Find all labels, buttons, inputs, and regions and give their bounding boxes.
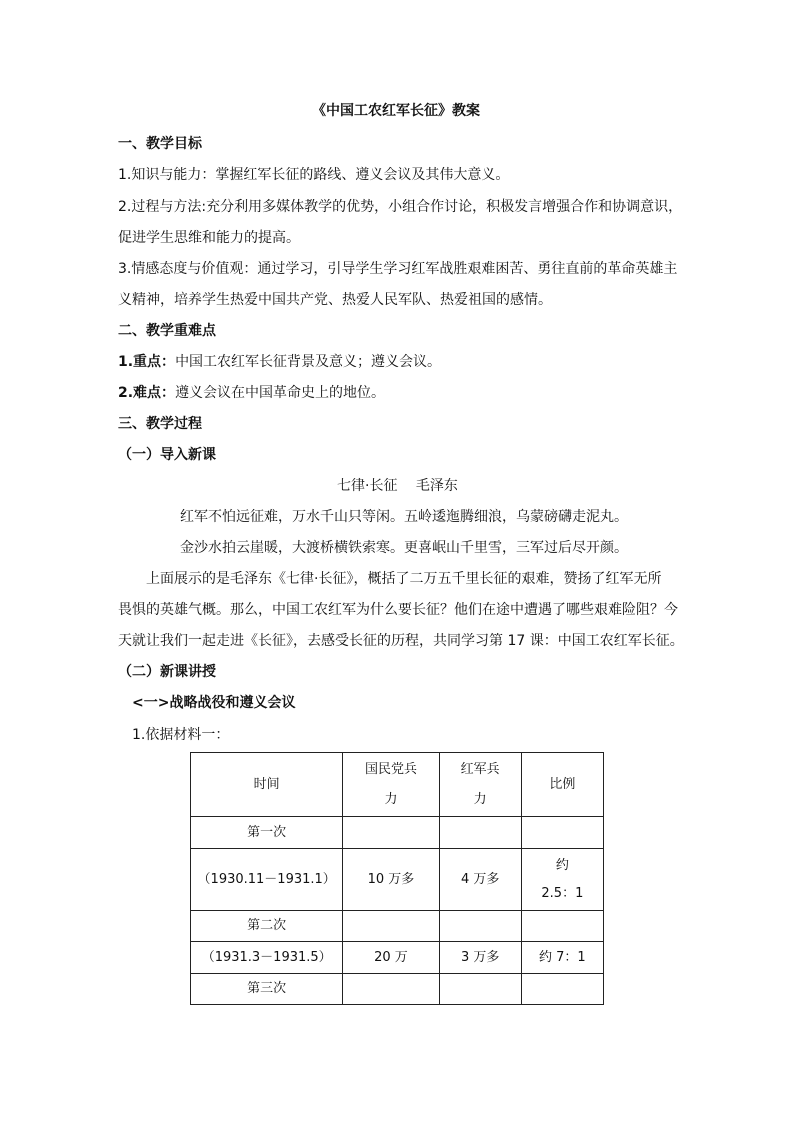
subsection-lecture-heading: （二）新课讲授 bbox=[118, 664, 216, 680]
document-title: 《中国工农红军长征》教案 bbox=[312, 103, 480, 119]
goal-emotion-line1: 3.情感态度与价值观：通过学习，引导学生学习红军战胜艰难困苦、勇往直前的革命英雄主 bbox=[118, 261, 678, 277]
cell-ratio bbox=[521, 849, 603, 911]
difficult-point-label: 2.难点： bbox=[118, 385, 176, 401]
poem-line-2: 金沙水拍云崖暖，大渡桥横铁索寒。更喜岷山千里雪，三军过后尽开颜。 bbox=[180, 540, 628, 556]
goal-process-line2: 促进学生思维和能力的提高。 bbox=[118, 230, 300, 246]
cell-kmt: 10 万多 bbox=[343, 849, 439, 911]
header-kmt-line2: 力 bbox=[384, 791, 398, 807]
section-heading-keypoints: 二、教学重难点 bbox=[118, 323, 216, 339]
cell-red bbox=[439, 911, 521, 942]
goal-knowledge: 1.知识与能力：掌握红军长征的路线、遵义会议及其伟大意义。 bbox=[118, 167, 510, 183]
cell-kmt bbox=[343, 817, 439, 849]
cell-ratio bbox=[521, 911, 603, 942]
cell-period: （1930.11－1931.1） bbox=[191, 849, 343, 911]
header-red-line1: 红军兵 bbox=[460, 761, 500, 777]
troop-comparison-table bbox=[190, 752, 604, 1005]
difficult-point-text: 遵义会议在中国革命史上的地位。 bbox=[175, 385, 386, 401]
table-row bbox=[191, 849, 604, 911]
intro-paragraph-line3: 天就让我们一起走进《长征》，去感受长征的历程，共同学习第 17 课：中国工农红军长征。 bbox=[118, 633, 684, 649]
cell-campaign: 第二次 bbox=[191, 911, 343, 942]
header-red-army-troops bbox=[439, 753, 521, 817]
key-point-label: 1.重点： bbox=[118, 354, 176, 370]
goal-process-line1: 2.过程与方法:充分利用多媒体教学的优势，小组合作讨论，积极发言增强合作和协调意识， bbox=[118, 199, 683, 215]
intro-paragraph-line1: 上面展示的是毛泽东《七律·长征》，概括了二万五千里长征的艰难，赞扬了红军无所 bbox=[146, 571, 662, 587]
section-heading-process: 三、教学过程 bbox=[118, 416, 202, 432]
table-row bbox=[191, 911, 604, 942]
section-heading-goals: 一、教学目标 bbox=[118, 136, 202, 152]
table-row bbox=[191, 942, 604, 974]
cell-red bbox=[439, 817, 521, 849]
table-header-row bbox=[191, 753, 604, 817]
poem-line-1: 红军不怕远征难，万水千山只等闲。五岭逶迤腾细浪，乌蒙磅礴走泥丸。 bbox=[180, 509, 628, 525]
header-time-label: 时间 bbox=[253, 776, 280, 792]
cell-kmt bbox=[343, 974, 439, 1005]
difficult-point bbox=[118, 383, 385, 403]
cell-ratio-line2: 2.5：1 bbox=[541, 885, 584, 901]
header-time bbox=[191, 753, 343, 817]
key-point-text: 中国工农红军长征背景及意义；遵义会议。 bbox=[175, 354, 442, 370]
cell-ratio: 约 7：1 bbox=[521, 942, 603, 974]
subsection-battles-heading: <一>战略战役和遵义会议 bbox=[132, 695, 296, 711]
cell-campaign: 第一次 bbox=[191, 817, 343, 849]
header-red-line2: 力 bbox=[473, 791, 487, 807]
key-point bbox=[118, 352, 441, 372]
poem-title: 七律·长征 毛泽东 bbox=[337, 478, 458, 494]
header-ratio bbox=[521, 753, 603, 817]
cell-red: 4 万多 bbox=[439, 849, 521, 911]
intro-paragraph-line2: 畏惧的英雄气概。那么，中国工农红军为什么要长征？他们在途中遭遇了哪些艰难险阻？今 bbox=[118, 602, 678, 618]
cell-ratio-line1: 约 bbox=[555, 857, 569, 873]
table-row bbox=[191, 817, 604, 849]
cell-kmt bbox=[343, 911, 439, 942]
cell-red: 3 万多 bbox=[439, 942, 521, 974]
header-kmt-line1: 国民党兵 bbox=[364, 761, 417, 777]
material-label: 1.依据材料一： bbox=[132, 727, 230, 743]
subsection-intro-heading: （一）导入新课 bbox=[118, 447, 216, 463]
cell-kmt: 20 万 bbox=[343, 942, 439, 974]
header-ratio-label: 比例 bbox=[549, 776, 576, 792]
cell-period: （1931.3－1931.5） bbox=[191, 942, 343, 974]
cell-red bbox=[439, 974, 521, 1005]
cell-ratio bbox=[521, 817, 603, 849]
cell-ratio bbox=[521, 974, 603, 1005]
header-kmt-troops bbox=[343, 753, 439, 817]
goal-emotion-line2: 义精神，培养学生热爱中国共产党、热爱人民军队、热爱祖国的感情。 bbox=[118, 292, 552, 308]
table-row bbox=[191, 974, 604, 1005]
cell-campaign: 第三次 bbox=[191, 974, 343, 1005]
